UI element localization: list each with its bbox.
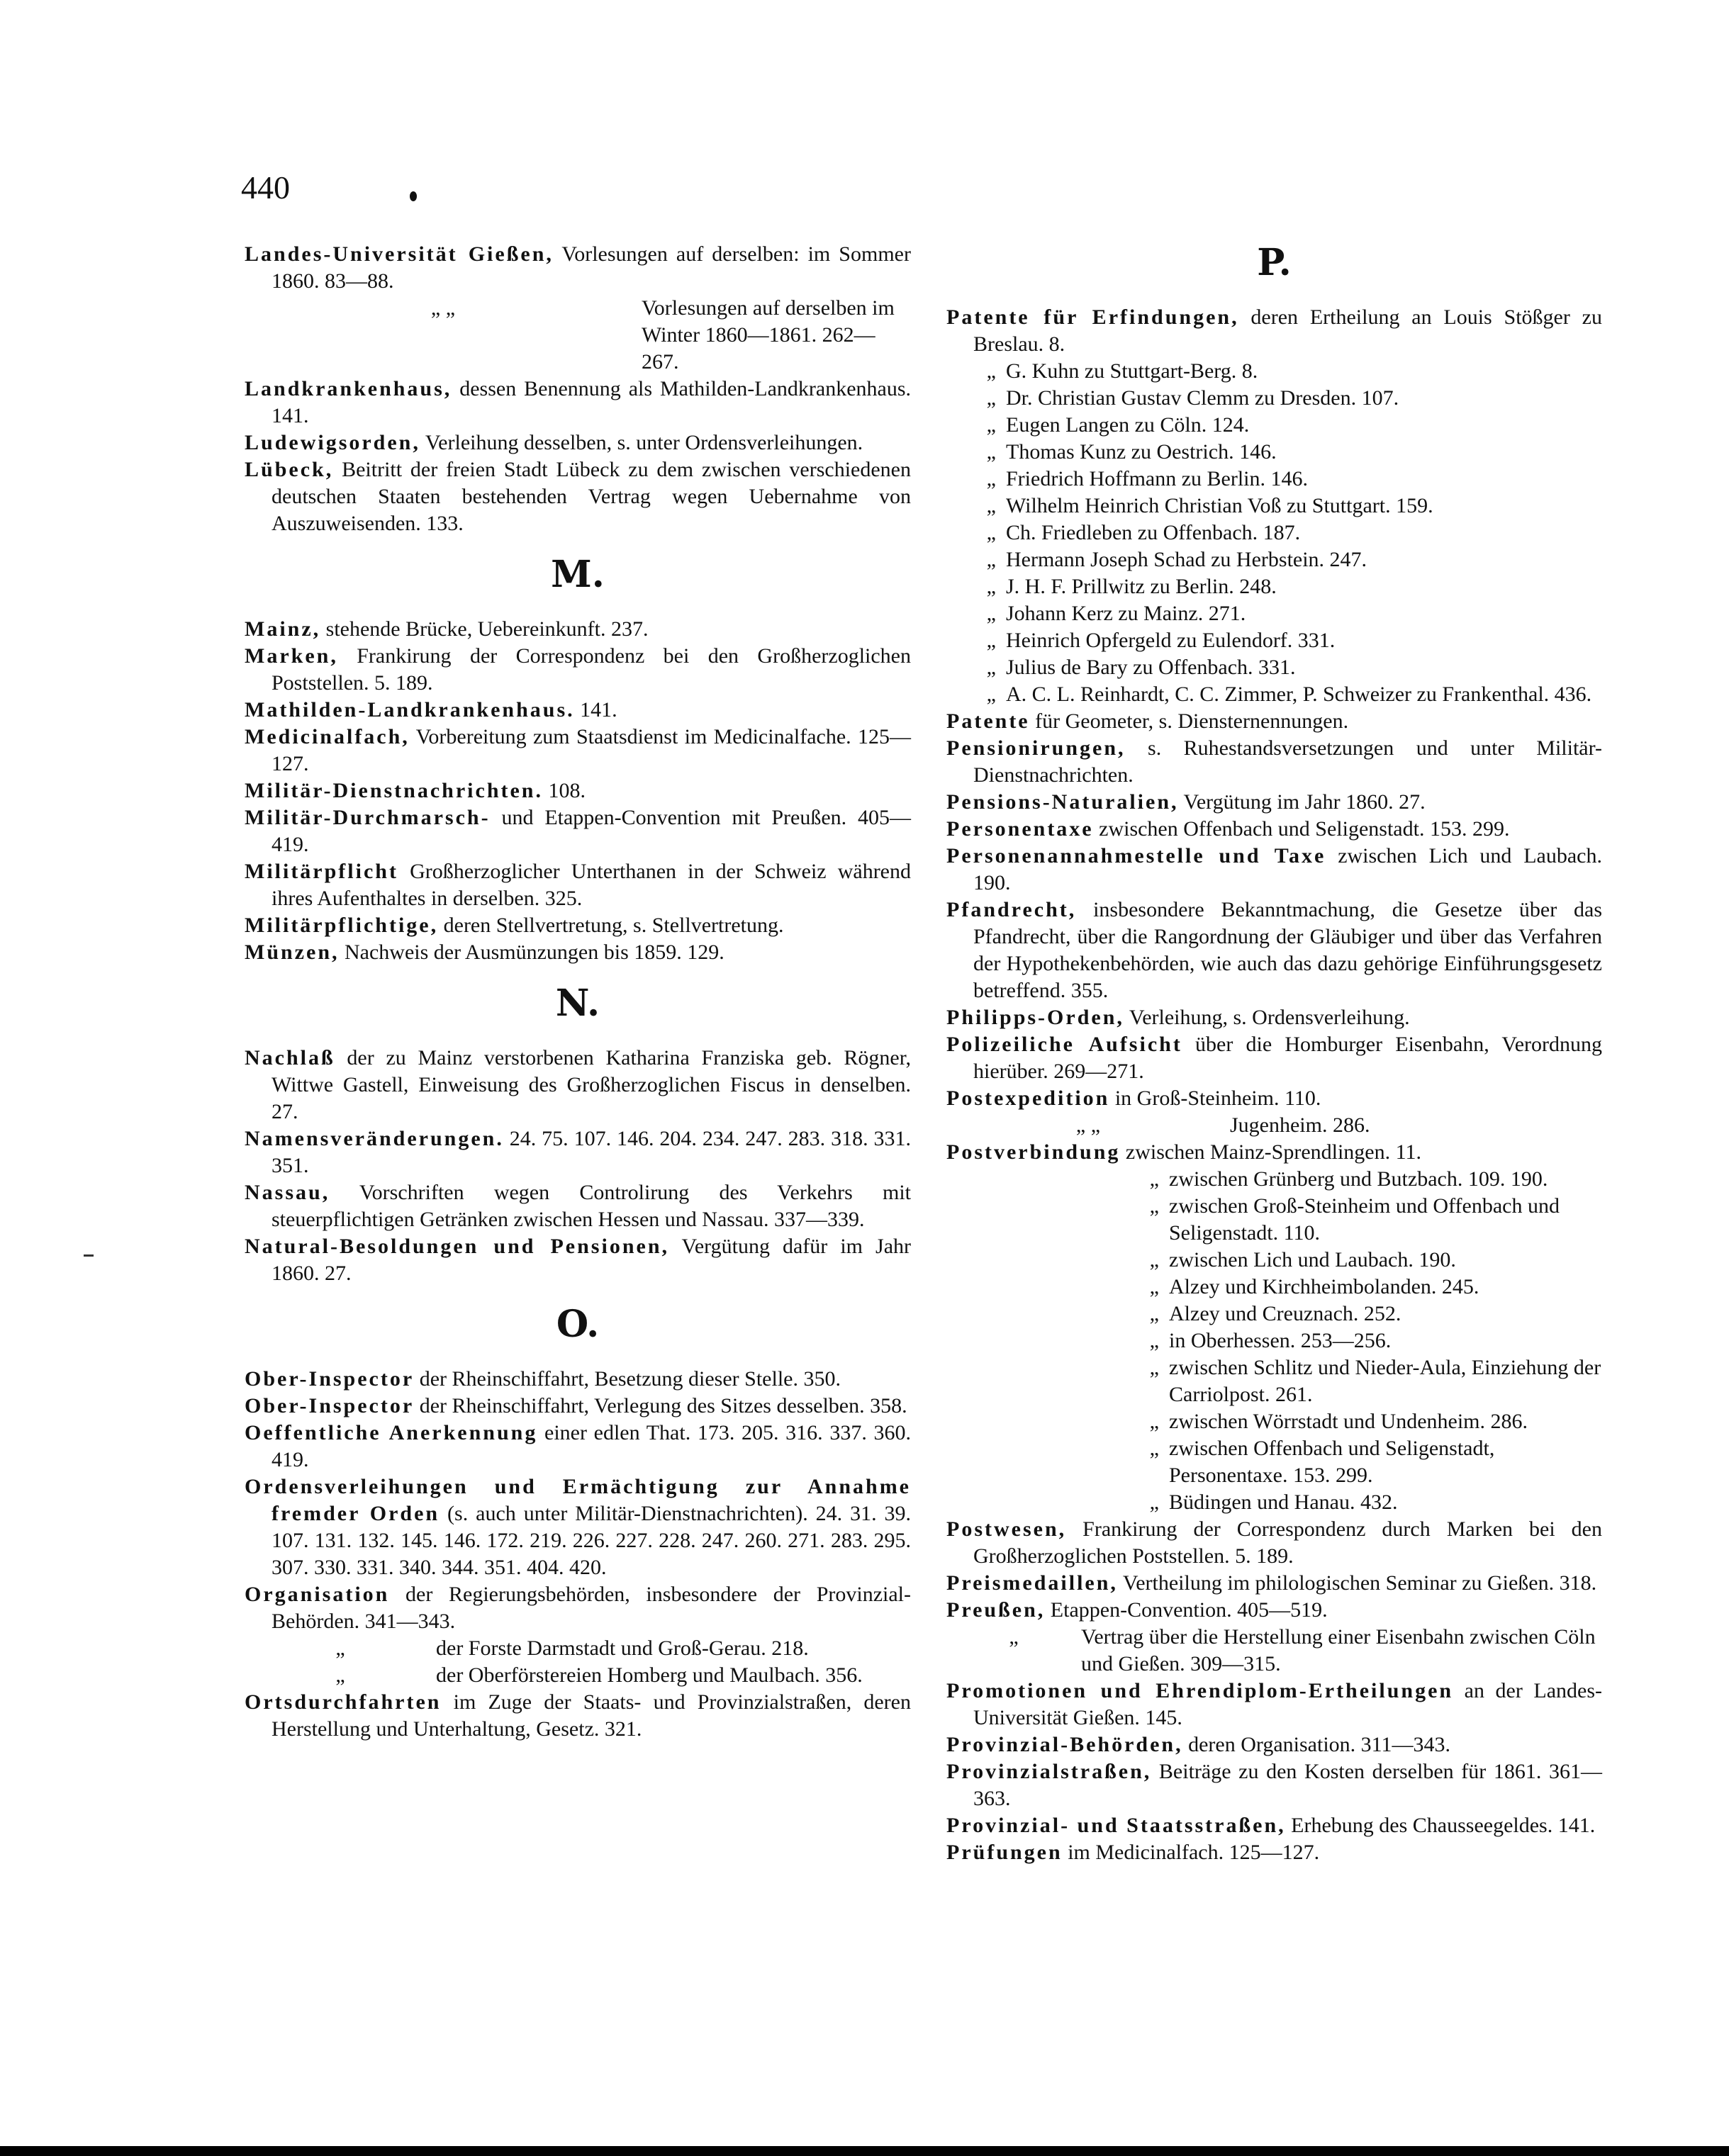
- index-entry: [946, 708, 1602, 735]
- index-entry: [946, 816, 1602, 843]
- ditto-mark: „: [986, 656, 996, 679]
- entry-text: Eugen Langen zu Cöln. 124.: [1006, 413, 1250, 437]
- ditto-mark: „: [1149, 1437, 1159, 1460]
- entry-text: für Geometer, s. Diensternennungen.: [1035, 709, 1349, 733]
- index-subentry: [946, 627, 1602, 654]
- entry-term: Militär-Durchmarsch-: [245, 806, 491, 829]
- index-entry: [946, 304, 1602, 358]
- index-subentry: [946, 1274, 1602, 1301]
- entry-text: 108.: [548, 779, 586, 802]
- entry-text: Vorbereitung zum Staatsdienst im Medicinalfache. 125—127.: [272, 725, 911, 775]
- entry-text: (s. auch unter Militär-Dienstnachrichten). 24. 31. 39. 107. 131. 132. 145. 146. 172. 219. 226. 227. 228. 247. 260. 271. 283. 295. 307. 330. 331. 340. 344. 351. 404. 420.: [272, 1502, 911, 1579]
- index-entry: [245, 643, 911, 697]
- entry-text: s. Ruhestandsversetzungen und unter Militär-Dienstnachrichten.: [973, 736, 1602, 787]
- entry-term: Ludewigsorden,: [245, 431, 420, 454]
- index-entry: [245, 1179, 911, 1233]
- ditto-mark: „: [986, 386, 996, 410]
- index-subentry: [946, 412, 1602, 439]
- entry-text: der Forste Darmstadt und Groß-Gerau. 218.: [436, 1636, 809, 1660]
- ditto-mark: „: [986, 602, 996, 625]
- entry-text: Jugenheim. 286.: [1230, 1113, 1370, 1137]
- l-entries: [245, 241, 911, 537]
- index-entry: [245, 241, 911, 295]
- index-subentry: [245, 1662, 911, 1689]
- entry-text: der Rheinschiffahrt, Verlegung des Sitzes desselben. 358.: [419, 1394, 907, 1417]
- entry-text: Alzey und Kirchheimbolanden. 245.: [1169, 1275, 1479, 1298]
- index-entry: [946, 897, 1602, 1004]
- entry-text: Vertheilung im philologischen Seminar zu Gießen. 318.: [1122, 1571, 1597, 1595]
- section-letter-p: P.: [1257, 241, 1292, 284]
- p-entries-c: [946, 1678, 1602, 1866]
- p-entries-a: [946, 708, 1602, 1112]
- entry-term: Medicinalfach,: [245, 725, 410, 748]
- entry-term: Namensveränderungen.: [245, 1127, 504, 1150]
- index-entry: [946, 1004, 1602, 1031]
- index-entry: [946, 1812, 1602, 1839]
- index-subentry: [946, 1624, 1602, 1678]
- index-entry: [245, 777, 911, 804]
- entry-term: Preismedaillen,: [946, 1571, 1118, 1595]
- entry-term: Ober-Inspector: [245, 1367, 415, 1391]
- entry-term: Landes-Universität Gießen,: [245, 242, 554, 266]
- index-entry: [245, 1366, 911, 1393]
- entry-term: Postexpedition: [946, 1087, 1110, 1110]
- postverbindung-list: [946, 1166, 1602, 1516]
- entry-term: Personenannahmestelle und Taxe: [946, 844, 1326, 868]
- ditto-mark: „: [986, 467, 996, 490]
- entry-text: in Oberhessen. 253—256.: [1169, 1329, 1392, 1352]
- entry-term: Landkrankenhaus,: [245, 377, 452, 400]
- entry-text: deren Ertheilung an Louis Stößger zu Breslau. 8.: [973, 305, 1602, 356]
- ditto-mark: „: [1149, 1410, 1159, 1433]
- entry-term: Pfandrecht,: [946, 898, 1077, 921]
- entry-text: Alzey und Creuznach. 252.: [1169, 1302, 1401, 1325]
- ditto-mark: „: [335, 1636, 345, 1660]
- entry-text: Julius de Bary zu Offenbach. 331.: [1006, 656, 1296, 679]
- entry-term: Postwesen,: [946, 1517, 1067, 1541]
- entry-text: deren Stellvertretung, s. Stellvertretung.: [443, 914, 784, 937]
- entry-term: Provinzial-Behörden,: [946, 1733, 1183, 1756]
- index-subentry: [946, 1193, 1602, 1247]
- entry-text: Erhebung des Chausseegeldes. 141.: [1291, 1814, 1596, 1837]
- entry-text: 24. 75. 107. 146. 204. 234. 247. 283. 318. 331. 351.: [272, 1127, 912, 1177]
- entry-term: Oeffentliche Anerkennung: [245, 1421, 538, 1444]
- entry-text: Vergütung im Jahr 1860. 27.: [1183, 790, 1426, 814]
- entry-text: Ch. Friedleben zu Offenbach. 187.: [1006, 521, 1301, 544]
- entry-term: Militärpflicht: [245, 860, 398, 883]
- index-entry: [946, 1031, 1602, 1085]
- index-subentry: [946, 520, 1602, 546]
- margin-mark: [84, 1254, 94, 1257]
- ditto-mark: „: [986, 494, 996, 517]
- entry-text: über die Homburger Eisenbahn, Verordnung hierüber. 269—271.: [973, 1033, 1602, 1083]
- ditto-mark: „: [335, 1663, 345, 1687]
- index-subentry: [245, 295, 911, 376]
- index-entry: [946, 1085, 1602, 1112]
- section-letter-n: N.: [555, 982, 600, 1025]
- entry-text: Vorschriften wegen Controlirung des Verkehrs mit steuerpflichtigen Getränken zwischen Hessen und Nassau. 337—339.: [272, 1181, 911, 1231]
- entry-term: Nassau,: [245, 1181, 330, 1204]
- entry-text: Hermann Joseph Schad zu Herbstein. 247.: [1006, 548, 1367, 571]
- index-subentry: [946, 1166, 1602, 1193]
- entry-text: Wilhelm Heinrich Christian Voß zu Stuttgart. 159.: [1006, 494, 1433, 517]
- entry-text: G. Kuhn zu Stuttgart-Berg. 8.: [1006, 359, 1258, 383]
- right-column: [946, 241, 1602, 1866]
- ditto-mark: „: [986, 683, 996, 706]
- entry-text: Beitritt der freien Stadt Lübeck zu dem zwischen verschiedenen deutschen Staaten bestehenden Vertrag wegen Uebernahme von Auszuweisenden. 133.: [272, 458, 911, 535]
- ditto-mark: „: [986, 629, 996, 652]
- index-subentry: [946, 1435, 1602, 1489]
- entry-text: Friedrich Hoffmann zu Berlin. 146.: [1006, 467, 1309, 490]
- entry-text: stehende Brücke, Uebereinkunft. 237.: [325, 617, 649, 641]
- entry-text: zwischen Offenbach und Seligenstadt. 153. 299.: [1099, 817, 1510, 841]
- entry-text: Verleihung desselben, s. unter Ordensverleihungen.: [425, 431, 863, 454]
- entry-term: Ordensverleihungen und Ermächtigung zur Annahme fremder Orden: [245, 1475, 911, 1525]
- ditto-mark: „ „: [1075, 1113, 1101, 1137]
- index-entry: [245, 1125, 911, 1179]
- index-subentry: [946, 466, 1602, 493]
- entry-term: Provinzialstraßen,: [946, 1760, 1152, 1783]
- index-subentry: [946, 546, 1602, 573]
- index-entry: [946, 1139, 1602, 1166]
- entry-text: zwischen Mainz-Sprendlingen. 11.: [1125, 1140, 1422, 1164]
- index-entry: [245, 1473, 911, 1581]
- entry-term: Mathilden-Landkrankenhaus.: [245, 698, 575, 722]
- ditto-mark: „: [986, 413, 996, 437]
- ditto-mark: „: [986, 548, 996, 571]
- index-entry: [245, 1393, 911, 1420]
- entry-text: Vorlesungen auf derselben: im Sommer 1860. 83—88.: [272, 242, 911, 293]
- entry-text: zwischen Offenbach und Seligenstadt, Personentaxe. 153. 299.: [1169, 1437, 1495, 1487]
- ditto-mark: „: [1149, 1302, 1159, 1325]
- entry-text: zwischen Groß-Steinheim und Offenbach und Seligenstadt. 110.: [1169, 1194, 1560, 1245]
- m-entries: [245, 616, 911, 966]
- index-entry: [245, 1233, 911, 1287]
- ditto-mark: „: [1149, 1275, 1159, 1298]
- entry-text: in Groß-Steinheim. 110.: [1114, 1087, 1321, 1110]
- ditto-mark: „: [1149, 1356, 1159, 1379]
- index-entry: [946, 735, 1602, 789]
- entry-text: der Rheinschiffahrt, Besetzung dieser Stelle. 350.: [419, 1367, 841, 1391]
- entry-text: zwischen Lich und Laubach. 190.: [1169, 1248, 1456, 1271]
- index-entry: [245, 1045, 911, 1125]
- entry-text: 141.: [580, 698, 617, 722]
- entry-text: der Regierungsbehörden, insbesondere der Provinzial-Behörden. 341—343.: [272, 1583, 912, 1633]
- entry-text: Johann Kerz zu Mainz. 271.: [1006, 602, 1246, 625]
- entry-term: Personentaxe: [946, 817, 1094, 841]
- entry-text: und Etappen-Convention mit Preußen. 405—419.: [272, 806, 911, 856]
- ditto-mark: „: [1149, 1329, 1159, 1352]
- entry-text: Vorlesungen auf derselben im Winter 1860—1861. 262—267.: [642, 296, 895, 374]
- ditto-mark: „ „: [430, 296, 456, 320]
- index-entry: [245, 1420, 911, 1473]
- index-subentry: [245, 1635, 911, 1662]
- index-subentry: [946, 654, 1602, 681]
- index-entry: [245, 804, 911, 858]
- entry-term: Militär-Dienstnachrichten.: [245, 779, 543, 802]
- index-entry: [245, 912, 911, 939]
- entry-term: Lübeck,: [245, 458, 334, 481]
- page-number: 440: [241, 169, 290, 206]
- entry-text: Frankirung der Correspondenz durch Marken bei den Großherzoglichen Poststellen. 5. 189.: [973, 1517, 1602, 1568]
- index-subentry: [946, 439, 1602, 466]
- entry-term: Nachlaß: [245, 1046, 335, 1069]
- entry-text: Dr. Christian Gustav Clemm zu Dresden. 107.: [1006, 386, 1399, 410]
- entry-term: Natural-Besoldungen und Pensionen,: [245, 1235, 670, 1258]
- entry-text: im Zuge der Staats- und Provinzialstraßen, deren Herstellung und Unterhaltung, Gesetz. 321.: [272, 1690, 911, 1741]
- entry-term: Postverbindung: [946, 1140, 1121, 1164]
- index-entry: [245, 939, 911, 966]
- index-entry: [946, 1678, 1602, 1731]
- ditto-mark: „: [1009, 1625, 1019, 1649]
- entry-text: zwischen Schlitz und Nieder-Aula, Einziehung der Carriolpost. 261.: [1169, 1356, 1601, 1406]
- index-subentry: [946, 1247, 1602, 1274]
- entry-term: Ober-Inspector: [245, 1394, 415, 1417]
- ditto-mark: „: [1149, 1194, 1159, 1218]
- index-subentry: [946, 600, 1602, 627]
- entry-term: Prüfungen: [946, 1841, 1063, 1864]
- entry-term: Militärpflichtige,: [245, 914, 439, 937]
- entry-text: im Medicinalfach. 125—127.: [1068, 1841, 1320, 1864]
- index-subentry: [946, 1354, 1602, 1408]
- entry-text: Nachweis der Ausmünzungen bis 1859. 129.: [345, 941, 724, 964]
- index-entry: [946, 1516, 1602, 1570]
- entry-text: Großherzoglicher Unterthanen in der Schweiz während ihres Aufenthaltes in derselben. 325.: [272, 860, 911, 910]
- entry-term: Patente: [946, 709, 1030, 733]
- index-subentry: [946, 1112, 1602, 1139]
- entry-term: Marken,: [245, 644, 338, 668]
- index-subentry: [946, 1408, 1602, 1435]
- entry-term: Polizeiliche Aufsicht: [946, 1033, 1182, 1056]
- index-entry: [946, 1731, 1602, 1758]
- entry-term: Münzen,: [245, 941, 340, 964]
- index-entry: [245, 429, 911, 456]
- entry-text: einer edlen That. 173. 205. 316. 337. 360. 419.: [272, 1421, 912, 1471]
- index-subentry: [946, 573, 1602, 600]
- ditto-mark: „: [1149, 1248, 1159, 1271]
- entry-text: A. C. L. Reinhardt, C. C. Zimmer, P. Schweizer zu Frankenthal. 436.: [1006, 683, 1592, 706]
- entry-text: Frankirung der Correspondenz bei den Großherzoglichen Poststellen. 5. 189.: [272, 644, 912, 695]
- entry-text: Beiträge zu den Kosten derselben für 1861. 361—363.: [973, 1760, 1603, 1810]
- entry-text: dessen Benennung als Mathilden-Landkrankenhaus. 141.: [272, 377, 912, 427]
- entry-text: der Oberförstereien Homberg und Maulbach. 356.: [436, 1663, 863, 1687]
- index-entry: [946, 1570, 1602, 1597]
- ditto-mark: „: [1149, 1490, 1159, 1514]
- entry-term: Patente für Erfindungen,: [946, 305, 1239, 329]
- entry-text: Vergütung dafür im Jahr 1860. 27.: [272, 1235, 911, 1285]
- index-entry: [245, 456, 911, 537]
- ditto-mark: „: [986, 440, 996, 464]
- entry-text: zwischen Grünberg und Butzbach. 109. 190.: [1169, 1167, 1548, 1191]
- entry-term: Pensions-Naturalien,: [946, 790, 1179, 814]
- index-subentry: [946, 1327, 1602, 1354]
- index-subentry: [946, 385, 1602, 412]
- entry-text: insbesondere Bekanntmachung, die Gesetze über das Pfandrecht, über die Rangordnung der Gläubiger und über das Verfahren der Hypothekenbehörden, wie auch das dazu gehörige Einführungsgesetz betreffend. 355.: [973, 898, 1602, 1002]
- entry-text: Heinrich Opfergeld zu Eulendorf. 331.: [1006, 629, 1336, 652]
- index-entry: [245, 1581, 911, 1635]
- entry-text: Verleihung, s. Ordensverleihung.: [1129, 1006, 1410, 1029]
- entry-term: Preußen,: [946, 1598, 1046, 1622]
- ditto-mark: „: [986, 359, 996, 383]
- section-letter-m: M.: [551, 553, 605, 596]
- entry-text: Thomas Kunz zu Oestrich. 146.: [1006, 440, 1277, 464]
- index-entry: [946, 1758, 1602, 1812]
- index-entry: [946, 1839, 1602, 1866]
- entry-text: Vertrag über die Herstellung einer Eisenbahn zwischen Cöln und Gießen. 309—315.: [1081, 1625, 1596, 1675]
- o-entries: [245, 1366, 911, 1743]
- entry-text: an der Landes-Universität Gießen. 145.: [973, 1679, 1603, 1729]
- entry-term: Mainz,: [245, 617, 321, 641]
- index-subentry: [946, 493, 1602, 520]
- n-entries: [245, 1045, 911, 1287]
- entry-text: zwischen Lich und Laubach. 190.: [973, 844, 1603, 894]
- entry-term: Pensionirungen,: [946, 736, 1126, 760]
- entry-term: Ortsdurchfahrten: [245, 1690, 442, 1714]
- index-entry: [946, 789, 1602, 816]
- entry-text: deren Organisation. 311—343.: [1188, 1733, 1451, 1756]
- section-letter-o: O.: [556, 1303, 600, 1346]
- index-subentry: [946, 1489, 1602, 1516]
- entry-term: Philipps-Orden,: [946, 1006, 1124, 1029]
- index-subentry: [946, 681, 1602, 708]
- p-entries-b: [946, 1516, 1602, 1624]
- entry-text: der zu Mainz verstorbenen Katharina Franziska geb. Rögner, Wittwe Gastell, Einweisung des Großherzoglichen Fiscus in denselben. 27.: [272, 1046, 912, 1123]
- index-entry: [245, 724, 911, 777]
- index-entry: [245, 697, 911, 724]
- left-column: [245, 241, 911, 1743]
- index-entry: [245, 616, 911, 643]
- scan-border: [0, 2146, 1729, 2156]
- ditto-mark: „: [986, 575, 996, 598]
- ditto-mark: „: [1149, 1167, 1159, 1191]
- entry-term: Provinzial- und Staatsstraßen,: [946, 1814, 1286, 1837]
- entry-term: Promotionen und Ehrendiplom-Ertheilungen: [946, 1679, 1454, 1702]
- entry-text: Büdingen und Hanau. 432.: [1169, 1490, 1398, 1514]
- index-entry: [245, 1689, 911, 1743]
- index-entry: [946, 1597, 1602, 1624]
- index-subentry: [946, 358, 1602, 385]
- index-entry: [946, 843, 1602, 897]
- index-entry: [245, 858, 911, 912]
- index-entry: [245, 376, 911, 429]
- ink-dot: [410, 191, 417, 201]
- entry-term: Organisation: [245, 1583, 390, 1606]
- ditto-mark: „: [986, 521, 996, 544]
- patent-list: [946, 358, 1602, 708]
- index-subentry: [946, 1301, 1602, 1327]
- entry-text: zwischen Wörrstadt und Undenheim. 286.: [1169, 1410, 1528, 1433]
- entry-text: J. H. F. Prillwitz zu Berlin. 248.: [1006, 575, 1277, 598]
- entry-text: Etappen-Convention. 405—519.: [1050, 1598, 1328, 1622]
